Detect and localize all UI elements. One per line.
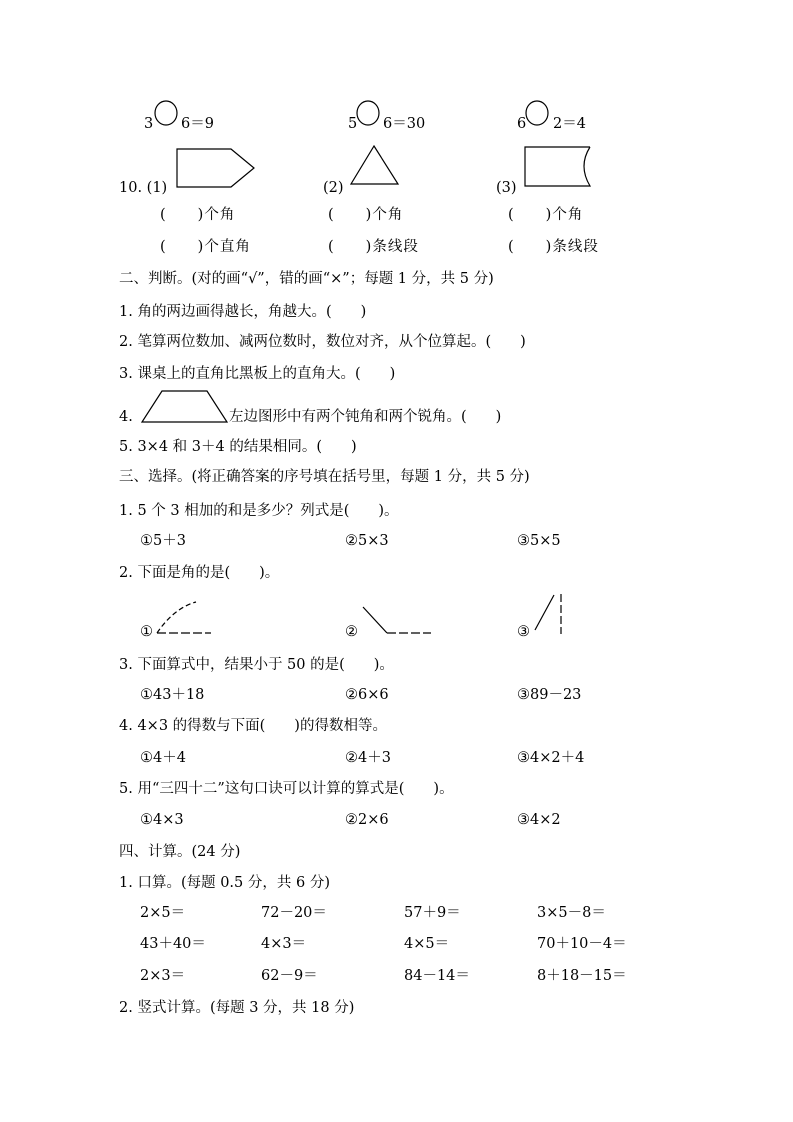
choice-q1-option-a: ①5＋3 [140, 533, 186, 549]
q10-2-angles: ( )个角 [328, 207, 404, 223]
section2-item-2: 2. 笔算两位数加、减两位数时，数位对齐，从个位算起。( ) [119, 334, 526, 350]
concave-rectangle-shape [524, 146, 594, 188]
choice-q5-option-a: ①4×3 [140, 812, 184, 828]
choice-q2-option-b: ② [345, 624, 358, 640]
option-b-bent-line-figure [361, 605, 433, 637]
choice-q3-option-a: ①43＋18 [140, 687, 205, 703]
choice-q1-option-c: ③5×5 [517, 533, 561, 549]
section2-item-4-number: 4. [119, 409, 133, 425]
choice-q3-option-b: ②6×6 [345, 687, 389, 703]
vertical-calc-heading: 2. 竖式计算。(每题 3 分，共 18 分) [119, 1000, 355, 1016]
eq3-left: 6 [517, 116, 527, 132]
choice-q1-stem: 1. 5 个 3 相加的和是多少？列式是( )。 [119, 503, 399, 519]
triangle-shape [350, 145, 400, 187]
choice-q5-option-c: ③4×2 [517, 812, 561, 828]
section2-heading: 二、判断。(对的画“√”，错的画“×”；每题 1 分，共 5 分) [119, 271, 494, 287]
section4-heading: 四、计算。(24 分) [119, 844, 241, 860]
mental-math-r2c4: 70＋10－4＝ [537, 936, 627, 952]
q10-label-3: (3) [496, 180, 517, 196]
mental-math-r1c2: 72－20＝ [261, 905, 327, 921]
section2-item-4: 左边图形中有两个钝角和两个锐角。( ) [229, 409, 502, 425]
eq3-right: 2＝4 [553, 116, 586, 132]
eq2-left: 5 [348, 116, 358, 132]
choice-q2-stem: 2. 下面是角的是( )。 [119, 565, 280, 581]
choice-q4-option-a: ①4＋4 [140, 750, 186, 766]
mental-math-r3c1: 2×3＝ [140, 968, 186, 984]
pentagon-arrow-shape [176, 148, 258, 190]
q10-3-angles: ( )个角 [508, 207, 584, 223]
q10-1-right-angles: ( )个直角 [160, 239, 251, 255]
trapezoid-shape [141, 390, 229, 424]
section2-item-1: 1. 角的两边画得越长，角越大。( ) [119, 304, 367, 320]
option-c-open-lines-figure [532, 592, 566, 636]
option-a-arc-figure [154, 600, 214, 636]
mental-math-r2c1: 43＋40＝ [140, 936, 206, 952]
choice-q4-option-c: ③4×2＋4 [517, 750, 585, 766]
mental-math-r1c3: 57＋9＝ [404, 905, 461, 921]
q10-2-segments: ( )条线段 [328, 239, 419, 255]
section2-item-5: 5. 3×4 和 3＋4 的结果相同。( ) [119, 439, 357, 455]
eq1-operator-circle[interactable] [154, 100, 180, 128]
choice-q2-option-c: ③ [517, 624, 530, 640]
choice-q4-option-b: ②4＋3 [345, 750, 391, 766]
mental-math-heading: 1. 口算。(每题 0.5 分，共 6 分) [119, 875, 330, 891]
mental-math-r2c3: 4×5＝ [404, 936, 450, 952]
section2-item-3: 3. 课桌上的直角比黑板上的直角大。( ) [119, 366, 396, 382]
section3-heading: 三、选择。(将正确答案的序号填在括号里，每题 1 分，共 5 分) [119, 469, 530, 485]
choice-q1-option-b: ②5×3 [345, 533, 389, 549]
choice-q2-option-a: ① [140, 624, 153, 640]
eq1-left: 3 [144, 116, 154, 132]
mental-math-r2c2: 4×3＝ [261, 936, 307, 952]
mental-math-r1c1: 2×5＝ [140, 905, 186, 921]
eq3-operator-circle[interactable] [525, 100, 551, 128]
q10-3-segments: ( )条线段 [508, 239, 599, 255]
mental-math-r3c2: 62－9＝ [261, 968, 318, 984]
q10-1-angles: ( )个角 [160, 207, 236, 223]
mental-math-r1c4: 3×5－8＝ [537, 905, 606, 921]
q10-label-2: (2) [323, 180, 344, 196]
choice-q3-option-c: ③89－23 [517, 687, 582, 703]
eq1-right: 6＝9 [181, 116, 214, 132]
mental-math-r3c3: 84－14＝ [404, 968, 470, 984]
choice-q3-stem: 3. 下面算式中，结果小于 50 的是( )。 [119, 657, 394, 673]
mental-math-r3c4: 8＋18－15＝ [537, 968, 627, 984]
q10-label-1: 10. (1) [119, 180, 168, 196]
choice-q4-stem: 4. 4×3 的得数与下面( )的得数相等。 [119, 718, 387, 734]
eq2-operator-circle[interactable] [356, 100, 382, 128]
choice-q5-stem: 5. 用“三四十二”这句口诀可以计算的算式是( )。 [119, 781, 454, 797]
choice-q5-option-b: ②2×6 [345, 812, 389, 828]
eq2-right: 6＝30 [383, 116, 426, 132]
